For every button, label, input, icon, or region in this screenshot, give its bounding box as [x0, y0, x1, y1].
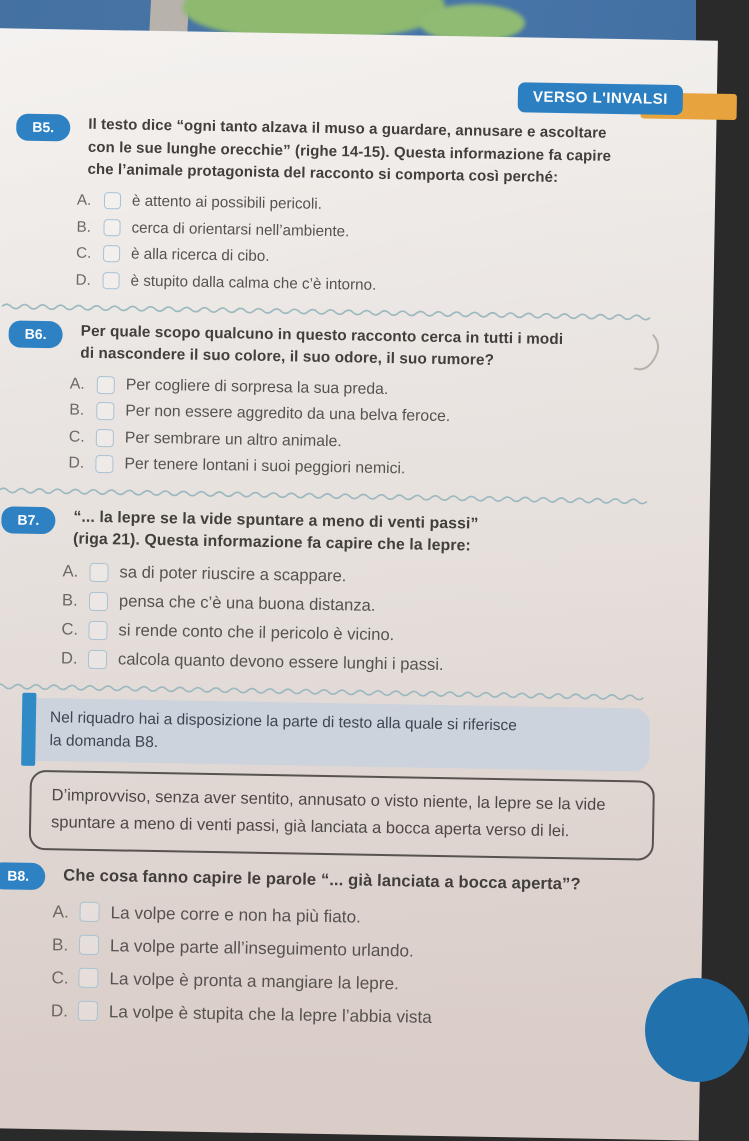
answer-checkbox[interactable]	[96, 402, 114, 420]
answer-checkbox[interactable]	[96, 429, 114, 447]
answer-checkbox[interactable]	[88, 649, 107, 668]
option-letter: C.	[68, 428, 85, 446]
verso-invalsi-ribbon: VERSO L'INVALSI	[518, 82, 683, 115]
worksheet-page	[0, 28, 718, 1141]
answer-checkbox[interactable]	[79, 902, 99, 922]
answer-checkbox[interactable]	[78, 968, 98, 988]
question-number-badge: B5.	[16, 114, 70, 142]
answer-checkbox[interactable]	[104, 192, 121, 209]
question-text: Il testo dice “ogni tanto alzava il muso a guardare, annusare e ascoltare con le sue lunghe orecchie” (righe 14-15). Questa informazione fa capire che l’animale protagonista del racconto si comporta così perché:	[87, 115, 612, 186]
option-letter: A.	[69, 375, 85, 393]
option-text: si rende conto che il pericolo è vicino.	[118, 620, 395, 645]
question-text: “... la lepre se la vide spuntare a meno di venti passi” (riga 21). Questa informazione fa capire che la lepre:	[72, 508, 479, 555]
option-text: Per tenere lontani i suoi peggiori nemici.	[124, 455, 406, 478]
header-row	[23, 73, 691, 117]
answer-checkbox[interactable]	[88, 620, 107, 639]
option-text: sa di poter riuscire a scappare.	[119, 562, 347, 586]
option-text: cerca di orientarsi nell’ambiente.	[131, 219, 350, 241]
answer-checkbox[interactable]	[89, 562, 108, 581]
question-b5	[19, 113, 690, 304]
answer-checkbox[interactable]	[103, 219, 120, 236]
answer-checkbox[interactable]	[78, 1001, 98, 1021]
option-text: La volpe parte all’inseguimento urlando.	[109, 934, 415, 961]
reference-text-box	[29, 769, 655, 860]
option-letter: D.	[60, 648, 78, 668]
reference-text: D’improvviso, senza aver sentito, annusato o visto niente, la lepre se la vide spuntare a meno di venti passi, già lanciata a bocca aperta verso di lei.	[51, 785, 606, 840]
question-b6	[12, 319, 687, 488]
options-list	[61, 557, 683, 684]
option-text: La volpe è stupita che la lepre l’abbia vista	[108, 1000, 432, 1027]
wavy-separator	[0, 485, 659, 509]
answer-checkbox[interactable]	[97, 376, 115, 394]
page-corner-circle	[645, 978, 749, 1082]
question-text: Che cosa fanno capire le parole “... già lanciata a bocca aperta”?	[63, 864, 581, 893]
option-text: Per non essere aggredito da una belva feroce.	[125, 402, 451, 426]
option-text: è alla ricerca di cibo.	[130, 245, 270, 266]
option-text: calcola quanto devono essere lunghi i passi.	[117, 649, 444, 675]
question-b7	[5, 505, 684, 684]
note-accent-bar	[21, 692, 36, 765]
option-letter: C.	[61, 619, 79, 639]
options-list	[68, 371, 686, 488]
option-text: Per sembrare un altro animale.	[124, 429, 342, 450]
question-text: Per quale scopo qualcuno in questo racconto cerca in tutti i modi di nascondere il suo colore, il suo odore, il suo rumore?	[80, 322, 564, 369]
option-letter: D.	[50, 999, 69, 1021]
question-b8	[0, 861, 677, 1038]
question-number-badge: B6.	[8, 320, 62, 348]
instruction-note-box	[27, 697, 650, 771]
option-letter: B.	[76, 218, 92, 236]
option-letter: B.	[51, 933, 69, 955]
option-letter: C.	[75, 244, 92, 263]
option-text: è stupito dalla calma che c’è intorno.	[130, 272, 377, 294]
option-letter: D.	[68, 454, 85, 472]
option-letter: C.	[51, 966, 69, 988]
option-text: Per cogliere di sorpresa la sua preda.	[125, 376, 389, 398]
option-letter: B.	[69, 401, 85, 419]
answer-checkbox[interactable]	[95, 455, 113, 473]
answer-checkbox[interactable]	[103, 245, 120, 262]
option-letter: D.	[75, 271, 91, 289]
note-text: Nel riquadro hai a disposizione la parte di testo alla quale si riferisce la domanda B8.	[49, 708, 518, 751]
option-text: pensa che c’è una buona distanza.	[118, 591, 376, 615]
option-text: è attento ai possibili pericoli.	[131, 192, 323, 214]
question-number-badge: B7.	[1, 506, 55, 534]
options-list	[75, 187, 689, 304]
answer-checkbox[interactable]	[89, 591, 108, 610]
question-number-badge: B8.	[0, 862, 45, 890]
option-text: La volpe corre e non ha più fiato.	[110, 901, 362, 927]
answer-checkbox[interactable]	[79, 935, 99, 955]
option-letter: A.	[76, 191, 92, 210]
options-list	[51, 895, 677, 1038]
option-text: La volpe è pronta a mangiare la lepre.	[109, 967, 400, 993]
option-letter: B.	[61, 590, 78, 610]
option-letter: A.	[62, 561, 79, 581]
answer-checkbox[interactable]	[102, 272, 119, 289]
option-letter: A.	[52, 900, 70, 922]
